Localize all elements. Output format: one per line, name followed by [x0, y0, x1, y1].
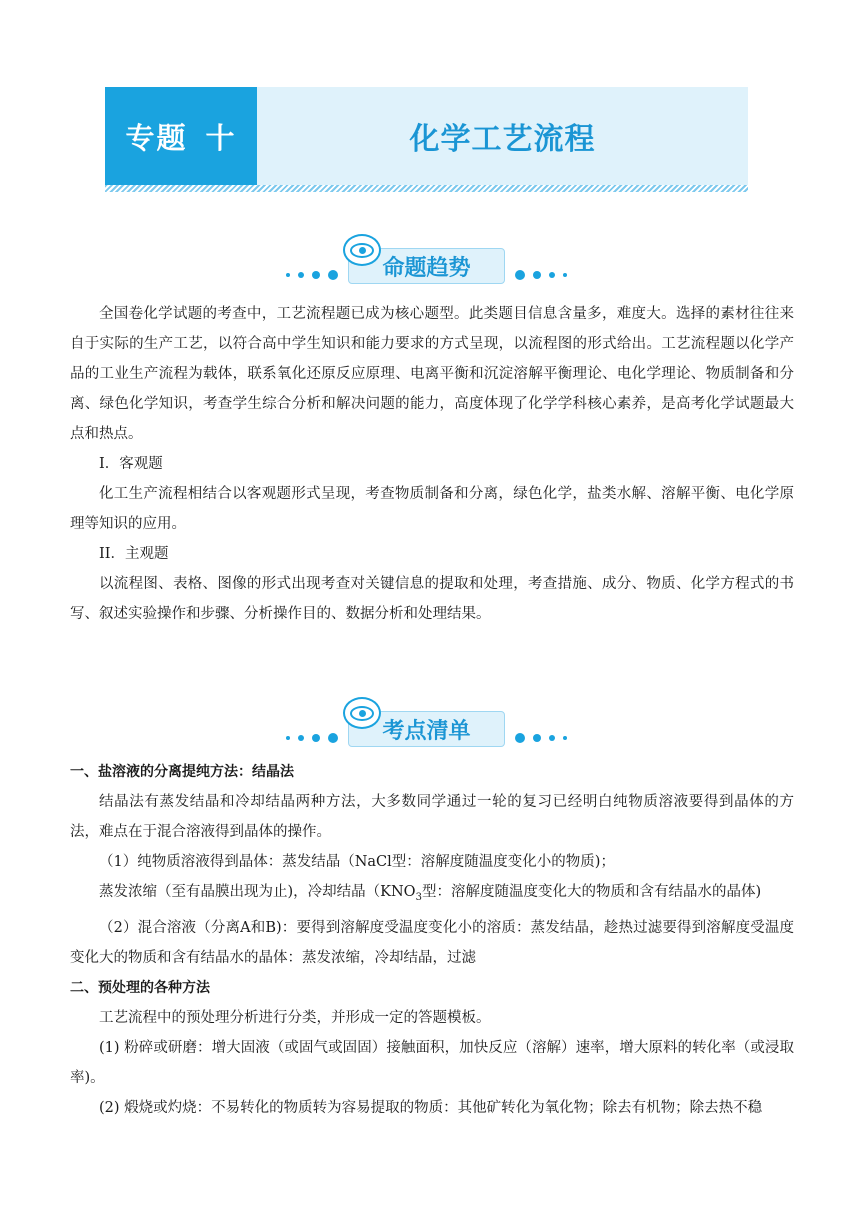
eye-icon	[343, 234, 381, 266]
heading-crystallization: 一、盐溶液的分离提纯方法：结晶法	[70, 764, 294, 780]
pure-solution-text: （1）纯物质溶液得到晶体：蒸发结晶（NaCl型：溶解度随温度变化小的物质)；	[99, 854, 615, 870]
section-title-trend: 命题趋势	[348, 248, 505, 284]
topic-number: 十	[205, 120, 237, 155]
dots-right	[515, 270, 567, 280]
subjective-text: 以流程图、表格、图像的形式出现考查对关键信息的提取和处理，考查措施、成分、物质、化学方程式的书写、叙述实验操作和步骤、分析操作目的、数据分析和处理结果。	[70, 576, 794, 622]
subjective-heading: II．主观题	[99, 546, 169, 562]
heading-pretreatment: 二、预处理的各种方法	[70, 979, 210, 996]
mixed-solution-text: （2）混合溶液（分离A和B)：要得到溶解度受温度变化小的溶质：蒸发结晶，趁热过滤要得到溶解度受温度变化大的物质和含有结晶水的晶体：蒸发浓缩，冷却结晶，过滤	[70, 919, 794, 966]
section-header-trend	[0, 240, 860, 290]
dots-left	[286, 733, 338, 743]
objective-heading: I．客观题	[99, 456, 163, 472]
topic-label	[105, 87, 257, 185]
grinding-text: (1) 粉碎或研磨：增大固液（或固气或固固）接触面积，加快反应（溶解）速率，增大原料的转化率（或浸取率)。	[70, 1039, 794, 1086]
page-title: 化学工艺流程	[409, 122, 596, 157]
crystallization-intro: 结晶法有蒸发结晶和冷却结晶两种方法，大多数同学通过一轮的复习已经明白纯物质溶液要得到晶体的方法，难点在于混合溶液得到晶体的操作。	[70, 794, 794, 840]
objective-text: 化工生产流程相结合以客观题形式呈现，考查物质制备和分离，绿色化学，盐类水解、溶解平衡、电化学原理等知识的应用。	[70, 486, 794, 532]
section-title-checklist: 考点清单	[348, 711, 505, 747]
eye-icon	[343, 697, 381, 729]
dots-left	[286, 270, 338, 280]
trend-content	[70, 299, 794, 629]
calcination-text: (2) 煅烧或灼烧：不易转化的物质转为容易提取的物质：其他矿转化为氧化物；除去有机物；除去热不稳	[99, 1099, 763, 1116]
pretreatment-intro: 工艺流程中的预处理分析进行分类，并形成一定的答题模板。	[99, 1009, 491, 1026]
checklist-content	[70, 757, 794, 1123]
dots-right	[515, 733, 567, 743]
trend-intro: 全国卷化学试题的考查中，工艺流程题已成为核心题型。此类题目信息含量多，难度大。选择的素材往往来自于实际的生产工艺，以符合高中学生知识和能力要求的方式呈现，以流程图的形式给出。工艺流程题以化学产品的工业生产流程为载体，联系氧化还原反应原理、电离平衡和沉淀溶解平衡理论、电化学理论、物质制备和分离、绿色化学知识，考查学生综合分析和解决问题的能力，高度体现了化学学科核心素养，是高考化学试题最大点和热点。	[70, 306, 794, 442]
section-header-checklist	[0, 703, 860, 753]
title-banner	[105, 87, 748, 185]
banner-stripe	[105, 185, 748, 192]
topic-label-text: 专题	[125, 120, 188, 155]
evaporation-text: 蒸发浓缩（至有晶膜出现为止)，冷却结晶（$KNO_3$型：溶解度随温度变化大的物质和含有结晶水的晶体)	[99, 884, 762, 903]
